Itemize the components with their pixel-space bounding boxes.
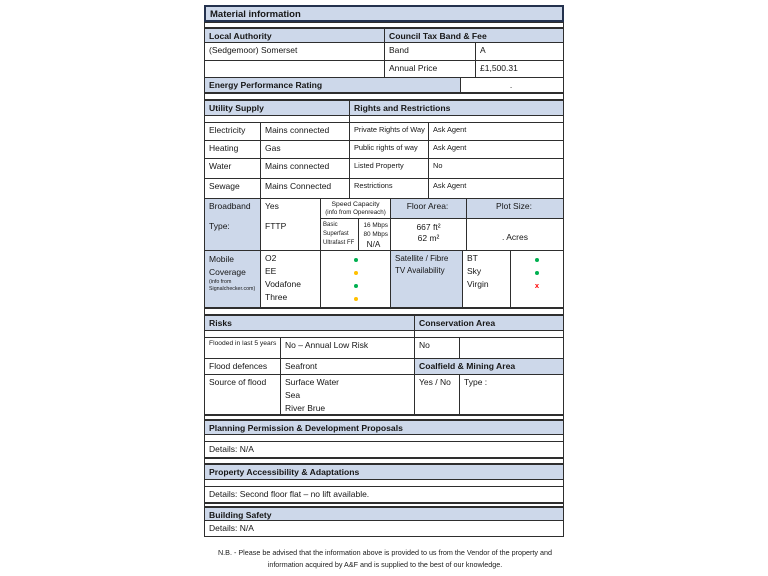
floor-area-header: Floor Area: (391, 199, 466, 219)
speed-tier-names (321, 219, 359, 250)
annual-price-label: Annual Price (384, 61, 475, 77)
public-rights-value: Ask Agent (428, 141, 563, 158)
mobile-coverage-block (205, 251, 563, 307)
broadband-available-value: Yes (265, 201, 279, 211)
footer-note (130, 547, 640, 570)
floor-area-imperial: 667 ft² (416, 222, 441, 232)
utility-header-spacer (205, 116, 349, 122)
broadband-type-label: Type: (209, 221, 230, 231)
listed-property-label: Listed Property (349, 159, 428, 178)
spacer-row-3 (204, 308, 564, 315)
conservation-header-spacer (414, 331, 563, 337)
conservation-empty-cell (459, 338, 563, 358)
material-information-document (204, 5, 566, 550)
page-title: Material information (206, 7, 562, 20)
floor-area-metric: 62 m² (417, 233, 440, 243)
building-safety-details: Details: N/A (209, 523, 254, 533)
three-signal-indicator (321, 292, 390, 305)
utility-section (204, 100, 564, 308)
band-label: Band (384, 43, 475, 60)
speed-basic: 16 Mbps (363, 222, 388, 229)
flooded-label: Flooded in last 5 years (209, 340, 277, 347)
building-safety-section (204, 507, 564, 537)
sewage-label: Sewage (209, 181, 240, 191)
heating-value: Gas (260, 141, 349, 158)
provider-virgin: Virgin (467, 279, 489, 289)
building-safety-header: Building Safety (205, 508, 563, 520)
flood-source-surface-water: Surface Water (285, 377, 340, 387)
provider-sky: Sky (467, 266, 482, 276)
spacer-row-2 (204, 93, 564, 100)
broadband-label: Broadband (209, 201, 251, 211)
private-rights-label: Private Rights of Way (349, 123, 428, 140)
bt-availability-indicator (511, 253, 563, 266)
mobile-note-line2: Signalchecker.com) (209, 286, 256, 292)
network-vodafone: Vodafone (265, 279, 301, 289)
flood-source-river-brue: River Brue (285, 403, 326, 413)
coalfield-type-label: Type : (459, 375, 563, 414)
broadband-type-value: FTTP (265, 221, 287, 231)
speed-superfast: 80 Mbps (363, 231, 388, 238)
plot-size-value: . Acres (502, 232, 528, 242)
tv-label-line1: Satellite / Fibre (395, 254, 449, 263)
private-rights-value: Ask Agent (428, 123, 563, 140)
speed-tier-values (359, 219, 390, 250)
network-ee: EE (265, 266, 277, 276)
mobile-signal-indicators (320, 251, 390, 307)
risks-header: Risks (205, 316, 414, 330)
local-authority-value: (Sedgemoor) Somerset (209, 45, 298, 55)
broadband-block (205, 199, 563, 251)
annual-price-value: £1,500.31 (475, 61, 563, 77)
mobile-label-line1: Mobile (209, 254, 235, 264)
sky-availability-indicator (511, 266, 563, 279)
electricity-label: Electricity (209, 125, 246, 135)
network-o2: O2 (265, 253, 277, 263)
virgin-availability-indicator: x (534, 281, 540, 290)
tv-label-line2: TV Availability (395, 266, 445, 275)
planning-details: Details: N/A (209, 444, 254, 454)
accessibility-header-spacer (205, 480, 563, 486)
source-of-flood-values (280, 375, 414, 414)
tv-provider-names (462, 251, 510, 307)
rights-header-spacer (349, 116, 563, 122)
risks-section (204, 315, 564, 415)
footer-note-line2: information acquired by A&F and is supplied to the best of our knowledge. (267, 559, 503, 569)
tv-availability-indicators (510, 251, 563, 307)
conservation-area-header: Conservation Area (414, 316, 563, 330)
council-tax-section (204, 28, 564, 93)
flooded-value: No – Annual Low Risk (280, 338, 414, 358)
restrictions-value: Ask Agent (428, 179, 563, 198)
water-label: Water (209, 161, 232, 171)
tier-ultrafast: Ultrafast FF (323, 240, 355, 246)
vodafone-signal-indicator (321, 279, 390, 292)
local-authority-header: Local Authority (205, 29, 384, 42)
water-value: Mains connected (260, 159, 349, 178)
local-authority-empty-cell (205, 61, 384, 77)
flood-defences-label: Flood defences (209, 361, 268, 371)
utility-supply-header: Utility Supply (205, 101, 349, 115)
heating-label: Heating (209, 143, 239, 153)
tier-superfast: Superfast (323, 231, 349, 237)
planning-header-spacer (205, 435, 563, 441)
band-value: A (475, 43, 563, 60)
provider-bt: BT (467, 253, 478, 263)
ee-signal-indicator (321, 266, 390, 279)
restrictions-label: Restrictions (349, 179, 428, 198)
flood-source-sea: Sea (285, 390, 301, 400)
risks-header-spacer (205, 331, 414, 337)
coalfield-value: Yes / No (414, 375, 459, 414)
listed-property-value: No (428, 159, 563, 178)
tier-basic: Basic (323, 222, 338, 228)
council-tax-header: Council Tax Band & Fee (384, 29, 563, 42)
floor-area-values (391, 219, 466, 244)
plot-size-header: Plot Size: (467, 199, 563, 219)
epr-label: Energy Performance Rating (205, 78, 460, 92)
mobile-note-line1: (info from (209, 279, 232, 285)
source-of-flood-label: Source of flood (209, 377, 267, 387)
accessibility-details: Details: Second floor flat – no lift available. (209, 489, 370, 499)
footer-note-line1: N.B. - Please be advised that the information above is provided to us from the Vendor of the property and (217, 548, 552, 557)
speed-capacity-title: Speed Capacity (331, 201, 380, 208)
speed-capacity-header (321, 199, 390, 219)
title-section (204, 5, 564, 22)
accessibility-header: Property Accessibility & Adaptations (205, 465, 563, 479)
speed-ultrafast: N/A (366, 240, 381, 249)
epr-value: . (460, 78, 563, 92)
o2-signal-indicator (321, 253, 390, 266)
rights-restrictions-header: Rights and Restrictions (349, 101, 563, 115)
mobile-label-line2: Coverage (209, 267, 246, 277)
conservation-value: No (414, 338, 459, 358)
planning-section (204, 420, 564, 458)
coalfield-mining-header: Coalfield & Mining Area (414, 359, 563, 374)
planning-header: Planning Permission & Development Proposals (205, 421, 563, 434)
mobile-network-names (260, 251, 320, 307)
public-rights-label: Public rights of way (349, 141, 428, 158)
sewage-value: Mains Connected (260, 179, 349, 198)
network-three: Three (265, 292, 288, 302)
speed-capacity-note: (info from Openreach) (325, 209, 386, 217)
electricity-value: Mains connected (260, 123, 349, 140)
flood-defences-value: Seafront (280, 359, 414, 374)
accessibility-section (204, 464, 564, 503)
